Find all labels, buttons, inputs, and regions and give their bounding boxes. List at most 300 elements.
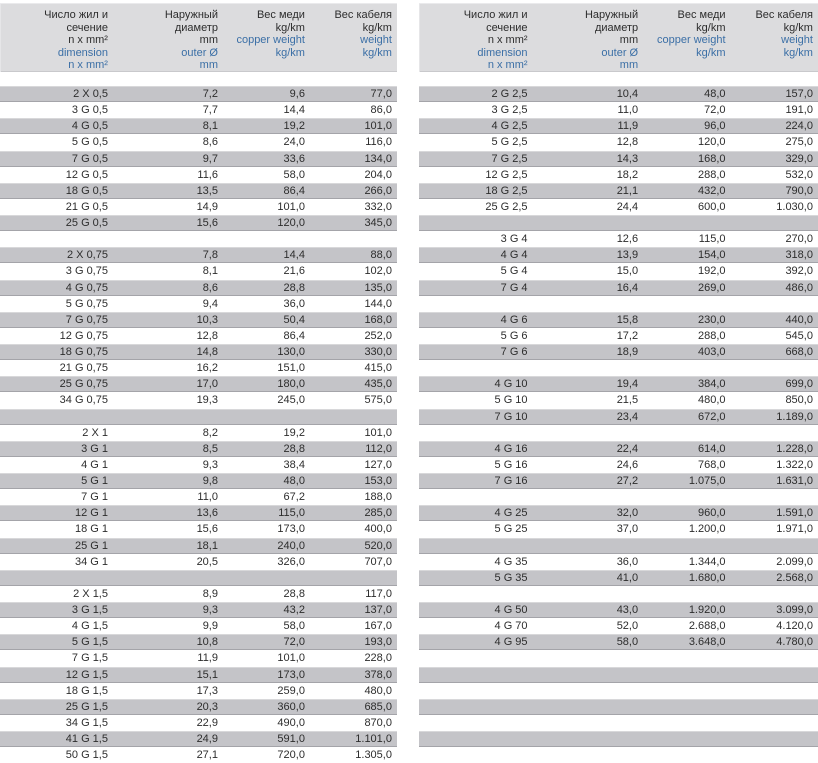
cell-dimension: 2 X 0,5 <box>73 88 108 101</box>
cell-cable-weight: 101,0 <box>364 120 392 133</box>
cell-dimension: 4 G 16 <box>494 442 528 455</box>
cell-outer-diameter: 8,1 <box>202 265 218 278</box>
cell-dimension: 25 G 1,5 <box>65 700 108 713</box>
cell-copper-weight: 38,4 <box>283 458 305 471</box>
table-row <box>0 118 397 134</box>
header-label-ru: диаметр <box>174 21 218 34</box>
cell-dimension: 2 X 0,75 <box>67 249 108 262</box>
cell-copper-weight: 1.075,0 <box>688 475 726 488</box>
table-row <box>419 554 818 570</box>
cell-dimension: 7 G 0,75 <box>65 313 108 326</box>
header-label-en: outer Ø <box>601 46 639 59</box>
cell-cable-weight: 167,0 <box>364 620 392 633</box>
table-row <box>0 425 397 441</box>
cell-dimension: 7 G 2,5 <box>491 152 528 165</box>
table-row <box>0 715 397 731</box>
cell-copper-weight: 130,0 <box>277 346 305 359</box>
table-row <box>0 296 397 312</box>
cell-copper-weight: 432,0 <box>697 184 726 197</box>
header-cell-dimension <box>0 9 113 72</box>
cell-copper-weight: 9,6 <box>289 88 305 101</box>
cell-dimension: 12 G 2,5 <box>485 168 528 181</box>
cell-cable-weight: 575,0 <box>364 394 392 407</box>
cell-outer-diameter: 8,9 <box>202 587 218 600</box>
cell-outer-diameter: 7,7 <box>202 104 218 117</box>
cell-outer-diameter: 11,0 <box>617 104 639 117</box>
cell-dimension: 7 G 10 <box>494 410 528 423</box>
cell-dimension: 4 G 0,75 <box>65 281 108 294</box>
cell-outer-diameter: 24,6 <box>616 458 639 471</box>
table-row <box>419 134 818 150</box>
cell-copper-weight: 58,0 <box>283 620 305 633</box>
cell-copper-weight: 151,0 <box>277 362 305 375</box>
spacer-row <box>419 683 818 699</box>
header-label-ru: Наружный <box>164 9 218 21</box>
spacer-row <box>419 360 818 376</box>
cell-cable-weight: 532,0 <box>785 168 813 181</box>
cell-outer-diameter: 8,2 <box>202 426 218 439</box>
cell-copper-weight: 154,0 <box>697 249 726 262</box>
header-label-ru: mm <box>619 34 639 47</box>
table-body <box>419 86 818 763</box>
spacer-row <box>419 296 818 312</box>
cell-cable-weight: 332,0 <box>364 200 392 213</box>
table-row <box>419 344 818 360</box>
table-row <box>0 650 397 666</box>
header-label-en: kg/km <box>696 46 726 59</box>
header-cell-copper-weight <box>643 9 730 72</box>
cell-cable-weight: 228,0 <box>364 652 392 665</box>
cell-copper-weight: 403,0 <box>697 346 726 359</box>
cell-cable-weight: 134,0 <box>364 152 392 165</box>
cell-outer-diameter: 13,9 <box>616 249 639 262</box>
cell-dimension: 4 G 10 <box>494 378 528 391</box>
cell-copper-weight: 288,0 <box>697 168 726 181</box>
cell-cable-weight: 685,0 <box>364 700 392 713</box>
cell-copper-weight: 58,0 <box>283 168 305 181</box>
table-row <box>0 392 397 408</box>
header-label-ru: Число жил и <box>44 9 108 21</box>
cell-cable-weight: 77,0 <box>370 88 392 101</box>
cell-outer-diameter: 52,0 <box>616 620 639 633</box>
cell-cable-weight: 435,0 <box>364 378 392 391</box>
header-label-en: n x mm² <box>487 59 528 72</box>
header-label-ru: kg/km <box>783 21 813 34</box>
cell-dimension: 25 G 0,75 <box>59 378 108 391</box>
cell-dimension: 21 G 0,5 <box>65 200 108 213</box>
cell-dimension: 3 G 4 <box>500 233 528 246</box>
spacer-row <box>419 425 818 441</box>
cell-copper-weight: 490,0 <box>277 716 305 729</box>
cell-dimension: 18 G 0,75 <box>59 346 108 359</box>
cell-copper-weight: 960,0 <box>697 507 726 520</box>
cell-dimension: 4 G 1 <box>81 458 108 471</box>
header-label-ru: сечение <box>486 21 528 34</box>
cell-cable-weight: 224,0 <box>785 120 813 133</box>
cell-dimension: 4 G 0,5 <box>71 120 108 133</box>
table-row <box>419 376 818 392</box>
cell-outer-diameter: 13,6 <box>196 507 218 520</box>
table-row <box>0 344 397 360</box>
cell-cable-weight: 188,0 <box>364 491 392 504</box>
table-row <box>0 586 397 602</box>
cell-outer-diameter: 24,4 <box>616 200 639 213</box>
cell-copper-weight: 28,8 <box>283 442 305 455</box>
cell-copper-weight: 101,0 <box>277 652 305 665</box>
cell-cable-weight: 392,0 <box>785 265 813 278</box>
spacer-row <box>0 231 397 247</box>
header-label-en: kg/km <box>275 46 305 59</box>
cell-cable-weight: 1.030,0 <box>776 200 813 213</box>
cell-cable-weight: 266,0 <box>364 184 392 197</box>
cell-dimension: 3 G 0,5 <box>71 104 108 117</box>
spacer-row <box>419 667 818 683</box>
cell-cable-weight: 1.305,0 <box>355 749 392 762</box>
table-row <box>0 521 397 537</box>
cell-dimension: 7 G 1,5 <box>71 652 108 665</box>
cell-copper-weight: 19,2 <box>283 426 305 439</box>
cell-copper-weight: 1.920,0 <box>688 604 726 617</box>
table-row <box>419 312 818 328</box>
cell-outer-diameter: 19,4 <box>616 378 639 391</box>
cell-outer-diameter: 24,9 <box>196 733 218 746</box>
table-row <box>419 118 818 134</box>
cell-outer-diameter: 9,9 <box>202 620 218 633</box>
cell-outer-diameter: 12,6 <box>616 233 639 246</box>
spacer-row <box>419 586 818 602</box>
cell-outer-diameter: 18,1 <box>196 539 218 552</box>
cell-copper-weight: 360,0 <box>277 700 305 713</box>
cell-dimension: 5 G 0,75 <box>65 297 108 310</box>
table-row <box>0 215 397 231</box>
table-row <box>419 86 818 102</box>
cell-cable-weight: 135,0 <box>364 281 392 294</box>
cell-dimension: 2 G 2,5 <box>491 88 528 101</box>
spacer-row <box>0 570 397 586</box>
cell-dimension: 7 G 16 <box>494 475 528 488</box>
cell-dimension: 18 G 1 <box>74 523 108 536</box>
cell-outer-diameter: 9,7 <box>202 152 218 165</box>
cell-outer-diameter: 15,0 <box>616 265 639 278</box>
header-label-ru: kg/km <box>275 21 305 34</box>
table-header <box>419 3 818 72</box>
cell-outer-diameter: 12,8 <box>196 329 218 342</box>
cell-cable-weight: 1.322,0 <box>776 458 813 471</box>
cell-copper-weight: 115,0 <box>698 233 726 246</box>
cell-copper-weight: 28,8 <box>283 281 305 294</box>
cell-cable-weight: 440,0 <box>785 313 813 326</box>
spacer-row <box>419 538 818 554</box>
cell-copper-weight: 86,4 <box>283 329 305 342</box>
cell-dimension: 5 G 1 <box>81 475 108 488</box>
table-row <box>419 263 818 279</box>
table-body <box>0 86 397 763</box>
cell-dimension: 2 X 1 <box>82 426 108 439</box>
cell-outer-diameter: 23,4 <box>616 410 639 423</box>
cell-dimension: 5 G 10 <box>494 394 528 407</box>
cell-cable-weight: 400,0 <box>364 523 392 536</box>
cell-cable-weight: 193,0 <box>364 636 392 649</box>
cell-cable-weight: 1.189,0 <box>776 410 813 423</box>
cell-copper-weight: 768,0 <box>697 458 726 471</box>
cell-outer-diameter: 14,9 <box>196 200 218 213</box>
cell-dimension: 4 G 95 <box>494 636 528 649</box>
header-label-en: mm <box>619 59 639 72</box>
cell-cable-weight: 545,0 <box>785 329 813 342</box>
cell-outer-diameter: 18,2 <box>616 168 639 181</box>
header-label-ru: сечение <box>66 21 108 34</box>
cell-dimension: 18 G 1,5 <box>65 684 108 697</box>
table-row <box>0 167 397 183</box>
table-row <box>419 618 818 634</box>
cell-cable-weight: 318,0 <box>785 249 813 262</box>
cell-copper-weight: 614,0 <box>697 442 726 455</box>
table-row <box>419 521 818 537</box>
header-label-ru: kg/km <box>362 21 392 34</box>
table-row <box>419 473 818 489</box>
cell-dimension: 7 G 6 <box>500 346 528 359</box>
table-row <box>0 441 397 457</box>
table-row <box>0 489 397 505</box>
table-row <box>0 683 397 699</box>
cell-cable-weight: 157,0 <box>785 88 813 101</box>
cell-copper-weight: 19,2 <box>283 120 305 133</box>
header-cell-dimension <box>419 9 533 72</box>
table-row <box>0 457 397 473</box>
header-label-en: dimension <box>477 46 528 59</box>
cell-outer-diameter: 10,4 <box>616 88 639 101</box>
header-label-ru: kg/km <box>696 21 726 34</box>
cell-outer-diameter: 20,5 <box>196 555 218 568</box>
cell-cable-weight: 144,0 <box>364 297 392 310</box>
header-label-en: copper weight <box>236 34 305 47</box>
table-row <box>0 102 397 118</box>
cell-cable-weight: 1.101,0 <box>355 733 392 746</box>
cell-copper-weight: 24,0 <box>283 136 305 149</box>
cell-dimension: 21 G 0,75 <box>59 362 108 375</box>
cell-cable-weight: 4.120,0 <box>776 620 813 633</box>
table-row <box>419 151 818 167</box>
header-label-ru: Наружный <box>584 9 639 21</box>
cell-copper-weight: 173,0 <box>277 523 305 536</box>
cell-dimension: 18 G 0,5 <box>65 184 108 197</box>
cell-copper-weight: 36,0 <box>283 297 305 310</box>
table-row <box>0 263 397 279</box>
cell-outer-diameter: 9,8 <box>202 475 218 488</box>
cell-cable-weight: 870,0 <box>364 716 392 729</box>
header-label-ru: Число жил и <box>463 9 528 21</box>
cell-dimension: 25 G 1 <box>74 539 108 552</box>
cell-copper-weight: 96,0 <box>704 120 726 133</box>
cell-cable-weight: 3.099,0 <box>776 604 813 617</box>
table-row <box>0 618 397 634</box>
cell-copper-weight: 86,4 <box>283 184 305 197</box>
header-label-en: mm <box>199 59 218 72</box>
header-label-ru: Вес меди <box>256 9 305 21</box>
cell-dimension: 41 G 1,5 <box>65 733 108 746</box>
cell-copper-weight: 50,4 <box>283 313 305 326</box>
table-row <box>419 231 818 247</box>
cell-copper-weight: 101,0 <box>277 200 305 213</box>
cell-dimension: 34 G 1,5 <box>65 716 108 729</box>
cell-outer-diameter: 15,6 <box>196 523 218 536</box>
table-row <box>419 199 818 215</box>
cell-outer-diameter: 12,8 <box>616 136 639 149</box>
table-row <box>0 667 397 683</box>
cell-outer-diameter: 11,9 <box>617 120 639 133</box>
spec-table-right <box>419 0 818 763</box>
cell-dimension: 4 G 6 <box>500 313 528 326</box>
cell-dimension: 5 G 25 <box>494 523 528 536</box>
cell-copper-weight: 720,0 <box>277 749 305 762</box>
spacer-row <box>419 715 818 731</box>
cell-outer-diameter: 15,6 <box>196 217 218 230</box>
cell-cable-weight: 668,0 <box>785 346 813 359</box>
cell-outer-diameter: 8,6 <box>202 136 218 149</box>
cell-cable-weight: 270,0 <box>785 233 813 246</box>
header-label-ru: Вес меди <box>677 9 726 21</box>
cell-outer-diameter: 11,9 <box>197 652 218 665</box>
cell-cable-weight: 252,0 <box>364 329 392 342</box>
cell-dimension: 25 G 0,5 <box>65 217 108 230</box>
cell-outer-diameter: 10,8 <box>196 636 218 649</box>
header-label-en: kg/km <box>783 46 813 59</box>
cell-cable-weight: 137,0 <box>364 604 392 617</box>
cell-outer-diameter: 9,3 <box>202 458 218 471</box>
cell-outer-diameter: 8,1 <box>202 120 218 133</box>
header-cell-cable-weight <box>310 9 397 72</box>
table-row <box>0 183 397 199</box>
cell-cable-weight: 275,0 <box>785 136 813 149</box>
cell-copper-weight: 3.648,0 <box>688 636 726 649</box>
cell-cable-weight: 101,0 <box>364 426 392 439</box>
header-label-en: weight <box>360 34 392 47</box>
spacer-row <box>419 215 818 231</box>
cell-cable-weight: 153,0 <box>364 475 392 488</box>
header-label-en: dimension <box>57 46 108 59</box>
header-cell-cable-weight <box>731 9 818 72</box>
table-row <box>0 134 397 150</box>
cell-cable-weight: 1.591,0 <box>776 507 813 520</box>
table-row <box>0 634 397 650</box>
header-label-ru: mm <box>199 34 218 47</box>
cell-dimension: 3 G 2,5 <box>491 104 528 117</box>
header-label-ru: n x mm² <box>68 34 108 47</box>
cell-dimension: 25 G 2,5 <box>485 200 528 213</box>
cell-outer-diameter: 17,3 <box>196 684 218 697</box>
cell-copper-weight: 600,0 <box>697 200 726 213</box>
cell-dimension: 5 G 2,5 <box>491 136 528 149</box>
cell-cable-weight: 102,0 <box>364 265 392 278</box>
cell-dimension: 5 G 35 <box>494 571 528 584</box>
table-row <box>419 392 818 408</box>
cell-copper-weight: 1.680,0 <box>688 571 726 584</box>
cell-copper-weight: 48,0 <box>704 88 726 101</box>
cell-cable-weight: 112,0 <box>365 442 392 455</box>
table-row <box>419 183 818 199</box>
cell-outer-diameter: 27,2 <box>616 475 639 488</box>
header-cell-copper-weight <box>223 9 310 72</box>
table-row <box>0 312 397 328</box>
cell-outer-diameter: 43,0 <box>616 604 639 617</box>
table-header <box>0 3 397 72</box>
cell-dimension: 5 G 1,5 <box>71 636 108 649</box>
cell-outer-diameter: 15,8 <box>616 313 639 326</box>
cell-copper-weight: 288,0 <box>697 329 726 342</box>
header-label-ru: Вес кабеля <box>755 9 813 21</box>
cell-dimension: 4 G 50 <box>494 604 528 617</box>
cell-cable-weight: 127,0 <box>364 458 392 471</box>
cell-outer-diameter: 37,0 <box>616 523 639 536</box>
cell-copper-weight: 72,0 <box>283 636 305 649</box>
cell-dimension: 50 G 1,5 <box>65 749 108 762</box>
cell-cable-weight: 415,0 <box>364 362 392 375</box>
cell-cable-weight: 1.631,0 <box>776 475 813 488</box>
cell-copper-weight: 384,0 <box>697 378 726 391</box>
table-row <box>0 328 397 344</box>
table-row <box>419 457 818 473</box>
table-row <box>419 409 818 425</box>
header-cell-outer-diameter <box>113 9 223 72</box>
cell-dimension: 7 G 1 <box>81 491 108 504</box>
cell-copper-weight: 180,0 <box>277 378 305 391</box>
cell-copper-weight: 240,0 <box>277 539 305 552</box>
table-row <box>0 731 397 747</box>
header-label-ru: диаметр <box>594 21 639 34</box>
cell-dimension: 4 G 1,5 <box>71 620 108 633</box>
cell-dimension: 4 G 25 <box>494 507 528 520</box>
cell-outer-diameter: 16,4 <box>616 281 639 294</box>
cell-copper-weight: 2.688,0 <box>688 620 726 633</box>
table-row <box>0 86 397 102</box>
cell-dimension: 34 G 1 <box>74 555 108 568</box>
header-cell-outer-diameter <box>533 9 644 72</box>
spacer-row <box>419 731 818 747</box>
cell-copper-weight: 269,0 <box>697 281 726 294</box>
cell-dimension: 7 G 0,5 <box>71 152 108 165</box>
header-label-en: kg/km <box>362 46 392 59</box>
cell-copper-weight: 14,4 <box>283 104 305 117</box>
cell-dimension: 5 G 6 <box>500 329 528 342</box>
cell-cable-weight: 116,0 <box>365 136 392 149</box>
table-row <box>419 634 818 650</box>
cell-copper-weight: 120,0 <box>277 217 305 230</box>
cell-outer-diameter: 7,8 <box>202 249 218 262</box>
cell-copper-weight: 1.344,0 <box>688 555 726 568</box>
table-row <box>419 441 818 457</box>
cell-copper-weight: 72,0 <box>704 104 726 117</box>
cell-dimension: 12 G 0,75 <box>59 329 108 342</box>
cell-outer-diameter: 21,5 <box>616 394 639 407</box>
table-row <box>419 328 818 344</box>
spacer-row <box>419 489 818 505</box>
cell-cable-weight: 330,0 <box>364 346 392 359</box>
cell-copper-weight: 120,0 <box>697 136 726 149</box>
table-row <box>0 699 397 715</box>
cell-cable-weight: 204,0 <box>364 168 392 181</box>
cell-copper-weight: 14,4 <box>283 249 305 262</box>
cell-copper-weight: 480,0 <box>697 394 726 407</box>
spec-table-left <box>0 0 397 763</box>
cell-outer-diameter: 9,3 <box>202 604 218 617</box>
cell-copper-weight: 173,0 <box>277 668 305 681</box>
cell-copper-weight: 21,6 <box>283 265 305 278</box>
cell-copper-weight: 326,0 <box>277 555 305 568</box>
cell-copper-weight: 230,0 <box>697 313 726 326</box>
cell-dimension: 12 G 1,5 <box>65 668 108 681</box>
spacer-row <box>0 409 397 425</box>
cell-cable-weight: 191,0 <box>785 104 813 117</box>
